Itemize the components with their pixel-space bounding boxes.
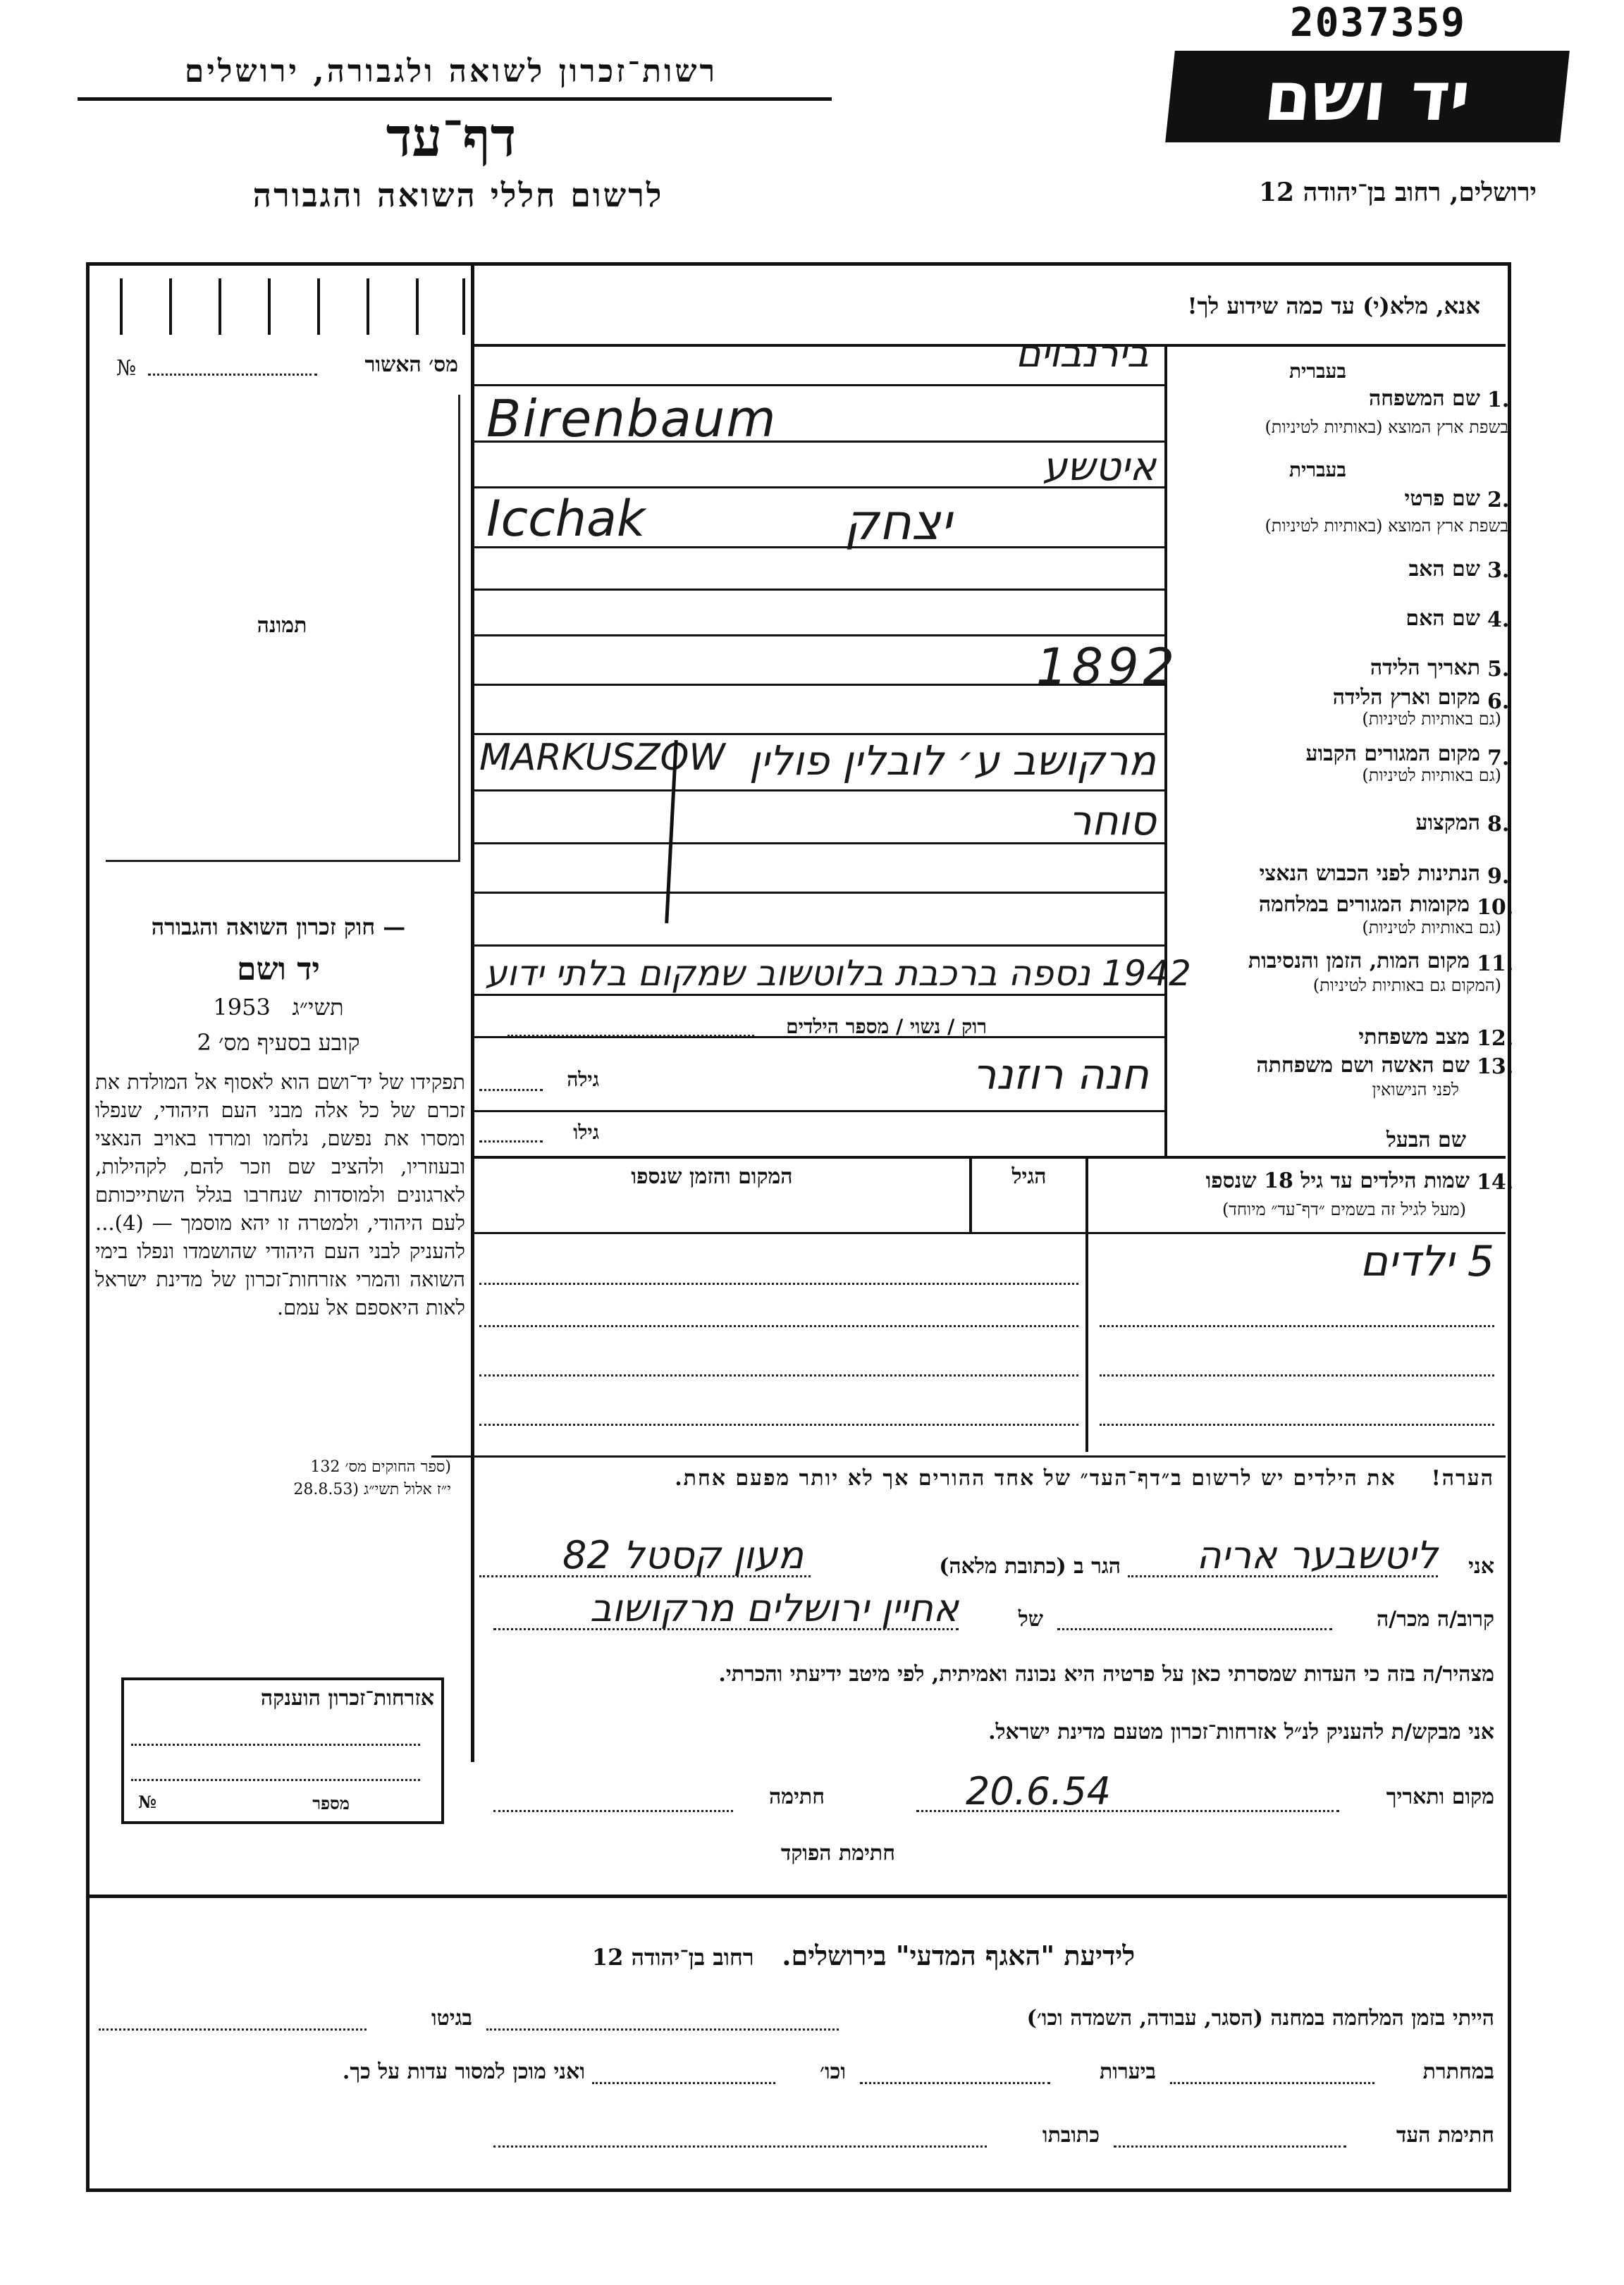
entry-line	[474, 994, 1164, 996]
footer-title	[493, 1940, 1234, 1972]
residence-latin[interactable]: MARKUSZOW	[479, 737, 725, 779]
field-2-label: שם פרטי	[1404, 486, 1480, 511]
field-9-label: הנתינות לפני הכבוש הנאצי	[1259, 861, 1480, 886]
decl-relative: קרוב/ה מכר/ה	[1377, 1607, 1494, 1632]
signature-line[interactable]	[493, 1810, 733, 1812]
photo-box	[106, 395, 460, 862]
form-title: דף־עד	[386, 106, 517, 168]
field-13-num: 13.	[1477, 1054, 1514, 1079]
yad-vashem-logo	[1165, 51, 1570, 142]
logo-text: יד ושם	[1260, 57, 1475, 136]
citizenship-line-2[interactable]	[131, 1779, 420, 1781]
witness-relation[interactable]: אחיין ירושלים מרקושוב	[589, 1586, 959, 1630]
divider-label-column	[1164, 345, 1167, 1156]
field-5-num: 5.	[1487, 657, 1510, 682]
table-header-line	[474, 1232, 1506, 1234]
entry-line	[474, 944, 1164, 947]
children-row[interactable]	[1100, 1325, 1494, 1327]
table-vline-1	[969, 1156, 972, 1233]
footer-forest-line[interactable]	[860, 2082, 1050, 2084]
law-logo: יד ושם	[237, 951, 320, 987]
citizenship-line-1[interactable]	[131, 1744, 420, 1746]
date-entry[interactable]: 20.6.54	[966, 1769, 1112, 1813]
field-3-num: 3.	[1487, 558, 1510, 583]
entry-line	[474, 1110, 1164, 1112]
field-8-label: המקצוע	[1415, 811, 1480, 835]
law-title: — חוק זכרון השואה והגבורה	[151, 913, 406, 940]
law-text: תפקידו של יד־ושם הוא לאסוף אל המולדת את זכרם של כל אלה מבני העם היהודי, שנפלו ומסרו את נפשם, נלחמו ומרדו באויב הנאצי ובעוזריו, ולהציב שם וזכר להם, לקהילות, לארגונים ולמוסדות שנחרבו בגלל השתייכותם לעם היהודי, ולמטרה זו יהא מוסמך — (4)... להעניק לבני העם היהודי שהושמדו ונפלו בימי השואה והמרי אזרחות־זכרון של מדינת ישראל לאות היאספם אל עמם.	[95, 1070, 465, 1319]
approval-ticks	[120, 278, 465, 335]
field-6-label: מקום וארץ הלידה	[1332, 685, 1480, 710]
field-12-options: רוק / נשוי / מספר הילדים	[786, 1015, 987, 1038]
approval-number-line[interactable]	[148, 374, 317, 376]
field-9-num: 9.	[1487, 864, 1510, 889]
field-6-note: (גם באותיות לטיניות)	[1362, 709, 1501, 729]
first-name-hebrew[interactable]: איטשע	[1042, 444, 1156, 490]
husband-age-label: גילו	[573, 1121, 599, 1144]
footer-title-address: רחוב בן־יהודה 12	[591, 1944, 754, 1971]
footer-line1-a: הייתי בזמן המלחמה במחנה (הסגר, עבודה, השמדה וכו׳)	[1026, 2006, 1494, 2031]
field-5-label: תאריך הלידה	[1370, 655, 1480, 680]
divider-footer	[86, 1895, 1507, 1898]
footer-line1-b: בגיטו	[431, 2006, 472, 2031]
field-11-label: מקום המות, הזמן והנסיבות	[1248, 949, 1470, 973]
serial-number: 2037359	[1290, 0, 1467, 46]
surname-hebrew[interactable]: בירנבוים	[1015, 331, 1149, 376]
entry-line	[474, 384, 1164, 386]
footer-line2-c: וכו׳	[820, 2059, 846, 2084]
decl-officer-signature: חתימת הפוקד	[780, 1841, 895, 1866]
first-name-hebrew-2[interactable]: יצחק	[844, 493, 952, 551]
note	[479, 1466, 1494, 1491]
field-3-label: שם האב	[1408, 557, 1480, 581]
col-place-header: המקום והזמן שנספו	[631, 1164, 793, 1189]
decl-statement: מצהיר/ה בזה כי העדות שמסרתי כאן על פרטיה היא נכונה ואמיתית, לפי מיטב ידיעתי והכרתי.	[718, 1662, 1494, 1687]
authority-name: רשות־זכרון לשואה ולגבורה, ירושלים	[184, 54, 718, 90]
witness-address-line	[479, 1575, 811, 1577]
law-year	[99, 994, 458, 1021]
first-name-latin[interactable]: Icchak	[486, 490, 646, 548]
field-2-note: בשפת ארץ המוצא (באותיות לטיניות)	[1265, 516, 1508, 536]
surname-latin[interactable]: Birenbaum	[486, 389, 777, 448]
field-8-num: 8.	[1487, 812, 1510, 837]
form-subtitle: לרשום חללי השואה והגבורה	[252, 176, 664, 214]
decl-place-date: מקום ותאריך	[1386, 1785, 1494, 1809]
field-14-label: שמות הילדים עד גיל 18 שנספו	[1205, 1169, 1470, 1193]
wife-age-label: גילה	[567, 1068, 599, 1091]
field-11-note: (המקום גם באותיות לטיניות)	[1312, 975, 1501, 995]
address: ירושלים, רחוב בן־יהודה 12	[1258, 178, 1537, 207]
field-7-note: (גם באותיות לטיניות)	[1362, 765, 1501, 785]
field-14-num: 14.	[1477, 1170, 1514, 1195]
decl-resident: הגר ב (כתובת מלאה)	[939, 1554, 1121, 1579]
entry-line	[474, 733, 1164, 735]
note-label: הערה!	[1431, 1466, 1494, 1491]
divider-above-note	[431, 1455, 1506, 1458]
footer-line2-b: ביערות	[1099, 2059, 1156, 2084]
footer-ghetto-line[interactable]	[99, 2028, 367, 2031]
field-12-label: מצב משפחתי	[1358, 1025, 1470, 1049]
decl-i: אני	[1468, 1554, 1494, 1579]
children-row[interactable]	[479, 1374, 1078, 1376]
witness-address[interactable]: מעון קסטל 82	[562, 1533, 804, 1577]
children-row[interactable]	[1100, 1424, 1494, 1426]
death-details[interactable]: 1942 נספה ברכבת בלוטשוב שמקום בלתי ידוע	[484, 953, 1191, 994]
field-12-num: 12.	[1477, 1026, 1514, 1051]
law-reference-2: י״ז אלול תשי״ג (28.8.53	[293, 1481, 451, 1498]
field-14-note: (מעל לגיל זה בשמים ״דף־עד״ מיוחד)	[1222, 1200, 1466, 1219]
law-clause: קובע בסעיף מס׳ 2	[197, 1029, 360, 1056]
approval-number-mark: №	[116, 356, 137, 381]
footer-line3-b: כתובתו	[1042, 2123, 1100, 2148]
field-10-num: 10.	[1477, 895, 1514, 920]
photo-label: תמונה	[257, 613, 307, 638]
law-year-heb: תשי״ג	[292, 994, 344, 1021]
hebrew-tag-2: בעברית	[1288, 458, 1346, 481]
field-1-num: 1.	[1487, 388, 1510, 412]
field-12-line[interactable]	[508, 1035, 754, 1037]
footer-camp-line[interactable]	[486, 2028, 839, 2031]
field-4-num: 4.	[1487, 608, 1510, 632]
field-13-label: שם האשה ושם משפחתה	[1256, 1053, 1470, 1078]
children-row[interactable]	[479, 1325, 1078, 1327]
husband-age-line[interactable]	[479, 1140, 543, 1142]
field-1-note: בשפת ארץ המוצא (באותיות לטיניות)	[1265, 417, 1508, 437]
wife-name[interactable]: חנה רוזנר	[972, 1050, 1149, 1100]
footer-etc-line[interactable]	[592, 2082, 775, 2084]
children-row[interactable]	[479, 1283, 1078, 1285]
footer-line3-a: חתימת העד	[1396, 2123, 1494, 2148]
residence-hebrew[interactable]: מרקושב ע׳ לובלין פולין	[749, 737, 1156, 784]
witness-name-line	[1128, 1575, 1438, 1577]
entry-line	[474, 892, 1164, 894]
footer-underground-line[interactable]	[1170, 2082, 1374, 2084]
footer-line2-d: ואני מוכן למסור עדות על כך.	[342, 2059, 585, 2084]
field-6-num: 6.	[1487, 689, 1510, 714]
children-row[interactable]	[1100, 1374, 1494, 1376]
law-reference-1: (ספר החוקים מס׳ 132	[310, 1458, 451, 1476]
children-entry[interactable]: 5 ילדים	[1360, 1237, 1494, 1286]
field-1-label: שם המשפחה	[1368, 386, 1480, 411]
citizenship-number-mark: №	[138, 1792, 157, 1812]
note-text: את הילדים יש לרשום ב״דף־העד״ של אחד ההורים אך לא יותר מפעם אחת.	[675, 1466, 1396, 1491]
citizenship-number-label: מספר	[312, 1793, 350, 1813]
relation-line	[493, 1628, 959, 1630]
profession[interactable]: סוחר	[1068, 796, 1156, 844]
wife-age-line[interactable]	[479, 1089, 543, 1091]
husband-label: שם הבעל	[1386, 1128, 1466, 1152]
birth-year[interactable]: 1892	[1036, 638, 1179, 696]
field-10-label: מקומות המגורים במלחמה	[1258, 892, 1470, 917]
table-vline-2	[1085, 1156, 1088, 1452]
decl-of: של	[1018, 1607, 1043, 1632]
children-row[interactable]	[479, 1424, 1078, 1426]
field-10-note: (גם באותיות לטיניות)	[1362, 918, 1501, 937]
field-13-note: לפני הנישואין	[1372, 1080, 1459, 1100]
entry-line	[474, 789, 1164, 792]
footer-witness-sig-line[interactable]	[1114, 2145, 1346, 2148]
footer-title-main: לידיעת "האגף המדעי" בירושלים.	[782, 1940, 1136, 1971]
relative-line[interactable]	[1057, 1628, 1332, 1630]
footer-line2-a: במחתרת	[1422, 2059, 1494, 2084]
law-year-num: 1953	[213, 994, 271, 1021]
approval-number-label: מס׳ האשור	[364, 352, 458, 377]
entry-line	[474, 1156, 1506, 1159]
citizenship-title: אזרחות־זכרון הוענקה	[260, 1686, 434, 1711]
footer-address-line[interactable]	[493, 2145, 987, 2148]
witness-name[interactable]: ליטשבער אריה	[1196, 1533, 1438, 1577]
hebrew-tag-1: בעברית	[1288, 359, 1346, 383]
field-7-num: 7.	[1487, 746, 1510, 770]
field-2-num: 2.	[1487, 488, 1510, 512]
citizenship-box	[121, 1677, 444, 1824]
decl-signature: חתימה	[769, 1785, 825, 1809]
entry-line	[474, 634, 1164, 636]
field-4-label: שם האם	[1405, 606, 1480, 631]
col-age-header: הגיל	[1011, 1164, 1047, 1189]
field-7-label: מקום המגורים הקבוע	[1305, 741, 1480, 766]
instructions: אנא, מלא(י) עד כמה שידוע לך!	[1187, 292, 1480, 319]
entry-line	[474, 589, 1164, 591]
decl-request: אני מבקש/ת להעניק לנ״ל אזרחות־זכרון מטעם מדינת ישראל.	[988, 1720, 1494, 1744]
field-11-num: 11.	[1477, 951, 1514, 976]
authority-underline	[78, 97, 832, 101]
